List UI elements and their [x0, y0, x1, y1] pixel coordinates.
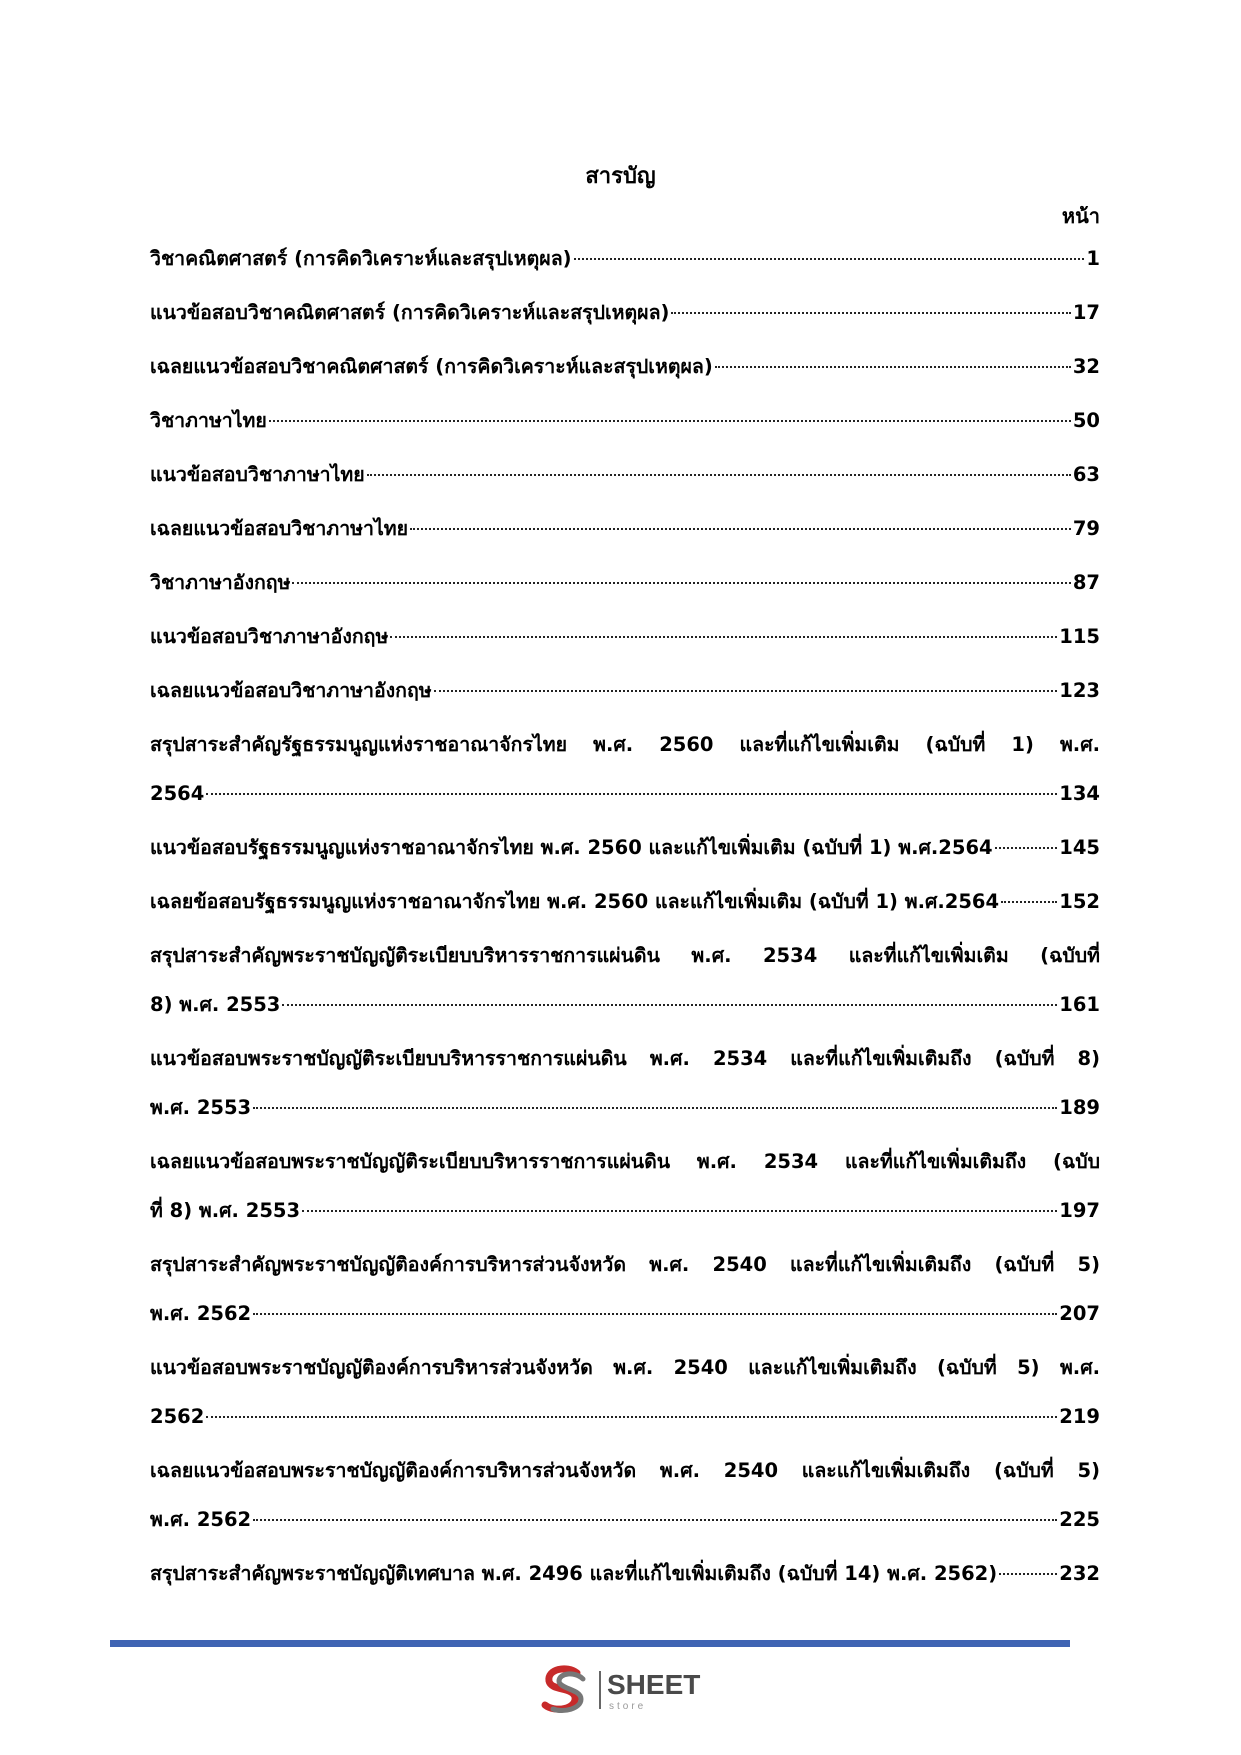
toc-entry[interactable]: [150, 514, 1100, 568]
toc-entry[interactable]: [150, 833, 1100, 887]
page-title: สารบัญ: [585, 164, 656, 189]
sheet-store-logo: [537, 1663, 717, 1717]
toc-entry[interactable]: [150, 244, 1100, 298]
toc-entry[interactable]: [150, 676, 1100, 730]
toc-entry[interactable]: [150, 887, 1100, 941]
toc-page-number: 115: [1059, 625, 1100, 648]
toc-entry[interactable]: [150, 1147, 1100, 1250]
toc-page-number: 152: [1059, 890, 1100, 913]
dot-leader: [1001, 901, 1057, 903]
table-of-contents: [150, 244, 1100, 1613]
toc-entry[interactable]: [150, 730, 1100, 833]
toc-entry-title-continued: พ.ศ. 2562: [150, 1302, 252, 1325]
toc-entry[interactable]: [150, 568, 1100, 622]
toc-entry[interactable]: [150, 298, 1100, 352]
toc-entry-title: สรุปสาระสำคัญพระราชบัญญัติระเบียบบริหารราชการแผ่นดิน พ.ศ. 2534 และที่แก้ไขเพิ่มเติม (ฉบับที่: [150, 944, 1100, 967]
dot-leader: [253, 1107, 1057, 1109]
toc-page-number: 87: [1072, 571, 1100, 594]
toc-page-number: 134: [1059, 782, 1100, 805]
toc-page-number: 207: [1059, 1302, 1100, 1325]
toc-entry[interactable]: [150, 406, 1100, 460]
toc-entry-title-continued: พ.ศ. 2553: [150, 1096, 252, 1119]
toc-entry-title: แนวข้อสอบพระราชบัญญัติองค์การบริหารส่วนจังหวัด พ.ศ. 2540 และแก้ไขเพิ่มเติมถึง (ฉบับที่ 5) พ.ศ.: [150, 1356, 1100, 1379]
toc-entry-title-continued: ที่ 8) พ.ศ. 2553: [150, 1199, 301, 1222]
toc-entry-title: วิชาภาษาไทย: [150, 409, 267, 432]
toc-entry-title: แนวข้อสอบรัฐธรรมนูญแห่งราชอาณาจักรไทย พ.ศ. 2560 และแก้ไขเพิ่มเติม (ฉบับที่ 1) พ.ศ.2564: [150, 836, 993, 859]
toc-entry[interactable]: [150, 1044, 1100, 1147]
dot-leader: [206, 1416, 1057, 1418]
toc-page-number: 189: [1059, 1096, 1100, 1119]
toc-entry-title-continued: 2562: [150, 1405, 205, 1428]
dot-leader: [367, 474, 1071, 476]
toc-page-number: 232: [1059, 1562, 1100, 1585]
toc-page-number: 219: [1059, 1405, 1100, 1428]
toc-entry[interactable]: [150, 352, 1100, 406]
dot-leader: [292, 582, 1070, 584]
toc-entry[interactable]: [150, 1250, 1100, 1353]
toc-entry-title: เฉลยแนวข้อสอบพระราชบัญญัติระเบียบบริหารราชการแผ่นดิน พ.ศ. 2534 และที่แก้ไขเพิ่มเติมถึง (ฉบับ: [150, 1150, 1100, 1173]
toc-page-number: 17: [1072, 301, 1100, 324]
logo-divider: [599, 1671, 601, 1709]
toc-page-number: 63: [1072, 463, 1100, 486]
logo-subtext: store: [609, 1701, 647, 1712]
toc-entry-title: วิชาภาษาอังกฤษ: [150, 571, 291, 594]
dot-leader: [253, 1519, 1057, 1521]
toc-entry-title: เฉลยแนวข้อสอบวิชาคณิตศาสตร์ (การคิดวิเคราะห์และสรุปเหตุผล): [150, 355, 713, 378]
dot-leader: [671, 312, 1070, 314]
dot-leader: [282, 1004, 1057, 1006]
toc-entry-title: สรุปสาระสำคัญรัฐธรรมนูญแห่งราชอาณาจักรไทย พ.ศ. 2560 และที่แก้ไขเพิ่มเติม (ฉบับที่ 1) พ.ศ.: [150, 733, 1100, 756]
dot-leader: [995, 847, 1058, 849]
toc-entry-title: สรุปสาระสำคัญพระราชบัญญัติองค์การบริหารส่วนจังหวัด พ.ศ. 2540 และที่แก้ไขเพิ่มเติมถึง (ฉบับที่ 5): [150, 1253, 1100, 1276]
toc-entry-title: เฉลยแนวข้อสอบพระราชบัญญัติองค์การบริหารส่วนจังหวัด พ.ศ. 2540 และแก้ไขเพิ่มเติมถึง (ฉบับที่ 5): [150, 1459, 1100, 1482]
toc-page-number: 145: [1059, 836, 1100, 859]
dot-leader: [999, 1573, 1057, 1575]
dot-leader: [434, 690, 1058, 692]
toc-entry[interactable]: [150, 622, 1100, 676]
toc-entry[interactable]: [150, 1559, 1100, 1613]
toc-entry-title: แนวข้อสอบวิชาภาษาอังกฤษ: [150, 625, 389, 648]
toc-page-number: 79: [1072, 517, 1100, 540]
dot-leader: [302, 1210, 1057, 1212]
toc-entry[interactable]: [150, 1353, 1100, 1456]
toc-entry-title: วิชาคณิตศาสตร์ (การคิดวิเคราะห์และสรุปเหตุผล): [150, 247, 572, 270]
toc-entry-title: สรุปสาระสำคัญพระราชบัญญัติเทศบาล พ.ศ. 2496 และที่แก้ไขเพิ่มเติมถึง (ฉบับที่ 14) พ.ศ. 2562): [150, 1562, 998, 1585]
dot-leader: [574, 258, 1085, 260]
toc-entry[interactable]: [150, 460, 1100, 514]
toc-entry-title-continued: พ.ศ. 2562: [150, 1508, 252, 1531]
toc-entry[interactable]: [150, 1456, 1100, 1559]
dot-leader: [206, 793, 1057, 795]
dot-leader: [410, 528, 1071, 530]
toc-page-number: 50: [1072, 409, 1100, 432]
dot-leader: [253, 1313, 1057, 1315]
toc-entry-title-continued: 2564: [150, 782, 205, 805]
page-column-header: หน้า: [1061, 204, 1100, 228]
toc-page-number: 123: [1059, 679, 1100, 702]
toc-entry-title: เฉลยข้อสอบรัฐธรรมนูญแห่งราชอาณาจักรไทย พ.ศ. 2560 และแก้ไขเพิ่มเติม (ฉบับที่ 1) พ.ศ.2564: [150, 890, 1000, 913]
sheet-store-logo-icon: [537, 1663, 591, 1717]
toc-page-number: 32: [1072, 355, 1100, 378]
toc-page-number: 161: [1059, 993, 1100, 1016]
toc-entry[interactable]: [150, 941, 1100, 1044]
logo-wordmark: SHEET: [607, 1669, 701, 1700]
toc-entry-title-continued: 8) พ.ศ. 2553: [150, 993, 281, 1016]
toc-entry-title: แนวข้อสอบพระราชบัญญัติระเบียบบริหารราชการแผ่นดิน พ.ศ. 2534 และที่แก้ไขเพิ่มเติมถึง (ฉบับที่ 8): [150, 1047, 1100, 1070]
dot-leader: [715, 366, 1071, 368]
toc-entry-title: แนวข้อสอบวิชาภาษาไทย: [150, 463, 365, 486]
toc-page-number: 1: [1086, 247, 1100, 270]
dot-leader: [269, 420, 1071, 422]
toc-page-number: 225: [1059, 1508, 1100, 1531]
toc-entry-title: เฉลยแนวข้อสอบวิชาภาษาไทย: [150, 517, 409, 540]
dot-leader: [390, 636, 1057, 638]
toc-entry-title: เฉลยแนวข้อสอบวิชาภาษาอังกฤษ: [150, 679, 432, 702]
toc-entry-title: แนวข้อสอบวิชาคณิตศาสตร์ (การคิดวิเคราะห์และสรุปเหตุผล): [150, 301, 670, 324]
toc-page-number: 197: [1059, 1199, 1100, 1222]
footer-rule: [110, 1640, 1070, 1647]
